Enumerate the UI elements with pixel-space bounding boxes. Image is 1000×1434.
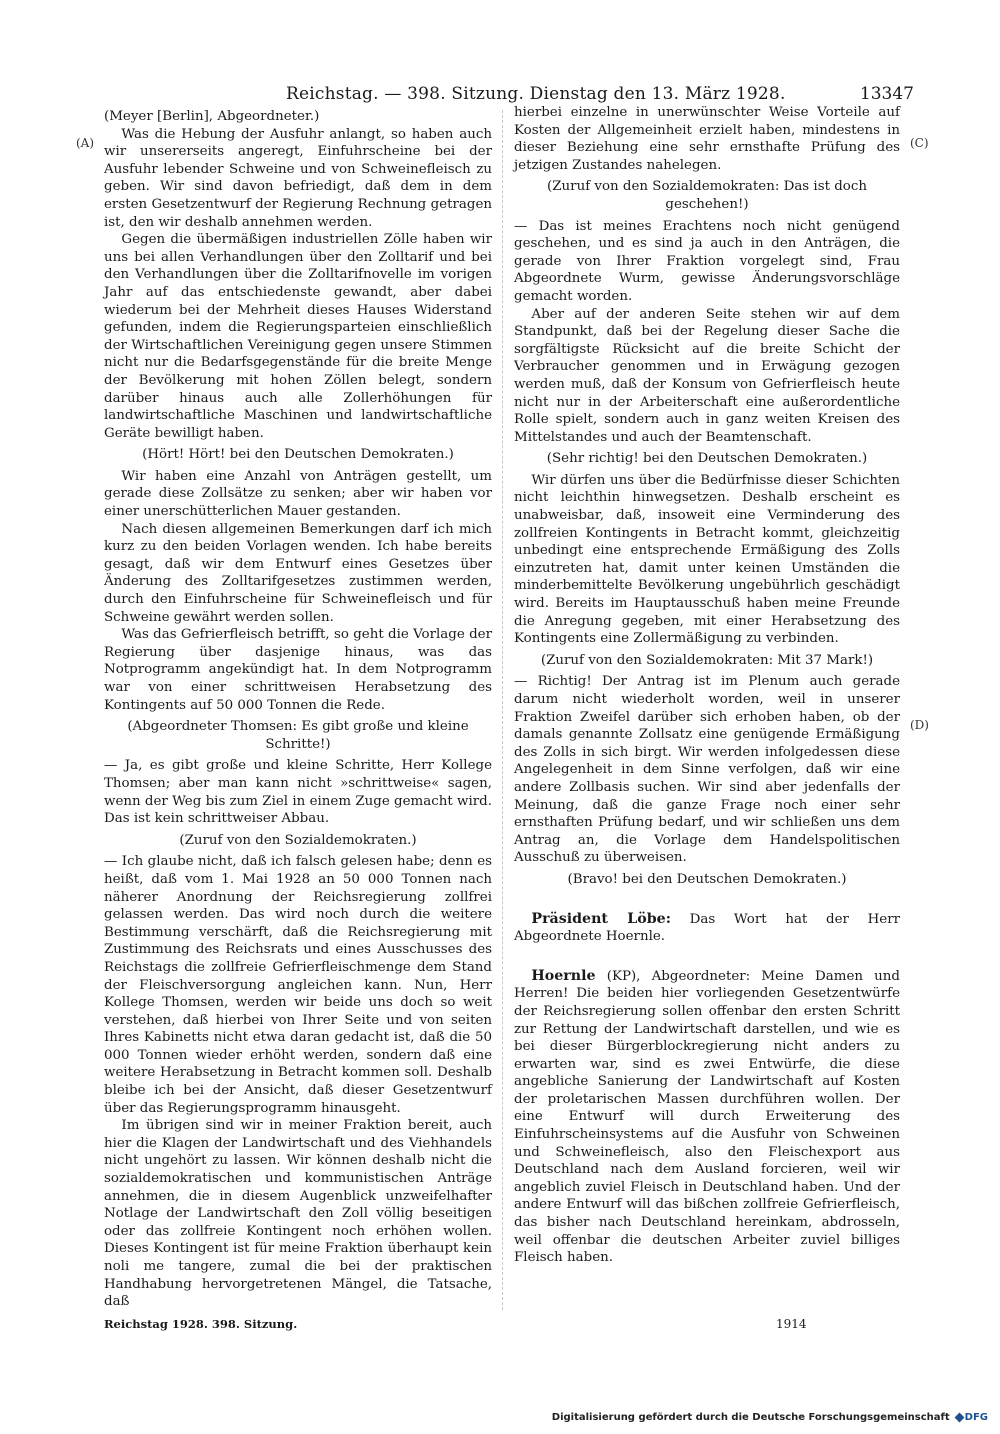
paragraph: — Ich glaube nicht, daß ich falsch gelesen habe; denn es heißt, daß vom 1. Mai 1928 an 50 000 Tonnen nach näherer Anordnung der Reichsregierung zollfrei gelassen werden. Das wird noch durch die weitere Bestimmung verschärft, daß die Reichsregierung mit Zustimmung des Reichsrats und eines Ausschusses des Reichstags die zollfreie Gefrierfleischmenge dem Stand der Fleischversorgung angleichen kann. Nun, Herr Kollege Thomsen, werden wir beide uns doch so weit verstehen, daß hierbei von Ihrer Seite und von seiten Ihres Kabinetts nicht etwa daran gedacht ist, daß die 50 000 Tonnen wieder erhöht werden, sondern daß eine weitere Herabsetzung in Betracht kommen soll. Deshalb bleibe ich bei der Ansicht, daß dieser Gesetzentwurf über das Regierungsprogramm hinausgeht. [104, 854, 492, 1116]
credit-text: Digitalisierung gefördert durch die Deutsche Forschungsgemeinschaft [551, 1412, 950, 1423]
interjection: (Zuruf von den Sozialdemokraten: Mit 37 Mark!) [540, 652, 874, 668]
speaker-continuation-head: (Meyer [Berlin], Abgeordneter.) [104, 109, 320, 124]
interjection: (Bravo! bei den Deutschen Demokraten.) [567, 871, 847, 887]
paragraph: — Das ist meines Erachtens noch nicht genügend geschehen, und es sind ja auch in den Anträgen, die gerade von Ihrer Fraktion vorgelegt sind, Frau Abgeordnete Wurm, gewisse Änderungsvorschläge gemacht worden. [514, 218, 900, 304]
president-name: Präsident Löbe: [531, 910, 671, 927]
interjection: (Zuruf von den Sozialdemokraten: Das ist doch geschehen!) [547, 179, 867, 212]
page-number: 13347 [859, 84, 914, 104]
footer-number: 1914 [776, 1317, 807, 1331]
header-title: Reichstag. — 398. Sitzung. Dienstag den 13. März 1928. [286, 84, 786, 104]
interjection: (Sehr richtig! bei den Deutschen Demokraten.) [546, 451, 868, 467]
paragraph: — Richtig! Der Antrag ist im Plenum auch gerade darum nicht wiederholt worden, weil in unserer Fraktion Zweifel darüber sich erhoben haben, ob der damals genannte Zollsatz eine genügende Ermäßigung des Zolls in sich birgt. Wir werden infolgedessen diese Angelegenheit in dem Sinne verfolgen, daß wir eine andere Zollbasis suchen. Wir sind aber jedenfalls der Meinung, daß die ganze Frage noch einer sehr ernsthaften Prüfung bedarf, und wir schließen uns dem Antrag an, die Vorlage dem Handelspolitischen Ausschuß zu überweisen. [514, 674, 900, 866]
paragraph: Was das Gefrierfleisch betrifft, so geht die Vorlage der Regierung über dasjenige hinaus, was das Notprogramm angekündigt hat. In dem Notprogramm war von einer schrittweisen Herabsetzung des Kontingents auf 50 000 Tonnen die Rede. [104, 627, 492, 713]
speaker-name: Hoernle [531, 967, 596, 984]
president-text: Das Wort hat der Herr Abgeordnete Hoernle. [514, 911, 900, 945]
paragraph: Im übrigen sind wir in meiner Fraktion bereit, auch hier die Klagen der Landwirtschaft und des Viehhandels nicht ungehört zu lassen. Wir können deshalb nicht die sozialdemokratischen und kommunistischen Anträge annehmen, die in diesem Augenblick unzweifelhafter Notlage der Landwirtschaft den Zoll völlig beseitigen oder das zollfreie Kontingent noch erhöhen wollen. Dieses Kontingent ist für meine Fraktion überhaupt kein noli me tangere, zumal die bei der praktischen Handhabung hervorgetretenen Mängel, die Tatsache, daß [104, 1118, 492, 1310]
left-column [104, 104, 492, 1311]
interjection: (Abgeordneter Thomsen: Es gibt große und kleine Schritte!) [127, 719, 469, 752]
speaker-party: (KP), Abgeordneter: [606, 968, 751, 984]
right-column [514, 104, 900, 1267]
paragraph: — Ja, es gibt große und kleine Schritte, Herr Kollege Thomsen; aber man kann nicht »schrittweise« sagen, wenn der Weg bis zum Ziel in einem Zuge gemacht wird. Das ist kein schrittweiser Abbau. [104, 758, 492, 827]
speech-start [514, 968, 900, 1267]
dfg-logo-icon [956, 1412, 988, 1423]
interjection: (Hört! Hört! bei den Deutschen Demokraten.) [142, 447, 454, 463]
paragraph: Gegen die übermäßigen industriellen Zölle haben wir uns bei allen Verhandlungen über den Zolltarif und bei den Verhandlungen über die Zolltarifnovelle im vorigen Jahr auf das entschiedenste gewandt, aber dabei wiederum bei der Mehrheit dieses Hauses Widerstand gefunden, indem die Regierungsparteien einschließlich der Wirtschaftlichen Vereinigung gegen unsere Stimmen nicht nur die Bedarfsgegenstände für die breite Menge der Bevölkerung mit hohen Zöllen belegt, sondern darüber hinaus auch alle Zollerhöhungen für landwirtschaftliche Maschinen und landwirtschaftliche Geräte bewilligt haben. [104, 232, 492, 441]
paragraph: Aber auf der anderen Seite stehen wir auf dem Standpunkt, daß bei der Regelung dieser Sache die sorgfältigste Rücksicht auf die breite Schicht der Verbraucher genommen und in Erwägung gezogen werden muß, daß der Konsum von Gefrierfleisch heute nicht nur in der Arbeiterschaft eine außerordentliche Rolle spielt, sondern auch in ganz weiten Kreisen des Mittelstandes und auch der Beamtenschaft. [514, 306, 900, 445]
margin-mark-a: (A) [76, 136, 95, 150]
paragraph: Was die Hebung der Ausfuhr anlangt, so haben auch wir unsererseits angeregt, Einfuhrscheine bei der Ausfuhr lebender Schweine und von Schweinefleisch zu geben. Wir sind davon befriedigt, daß dem in dem ersten Gesetzentwurf der Regierung Rechnung getragen ist, den wir deshalb annehmen werden. [104, 126, 492, 230]
margin-mark-d: (D) [910, 718, 929, 732]
margin-mark-c: (C) [910, 136, 929, 150]
dfg-logo-text: DFG [964, 1412, 988, 1423]
dfg-credit [552, 1412, 988, 1423]
speech-text: Meine Damen und Herren! Die beiden hier vorliegenden Gesetzentwürfe der Reichsregierung sollen offenbar den ersten Schritt zur Rettung der Landwirtschaft darstellen, und wie es bei dieser Bürgerblockregierung nicht anders zu erwarten war, sind es zwei Entwürfe, die diese angebliche Sanierung der Landwirtschaft auf Kosten der proletarischen Massen durchführen wollen. Der eine Entwurf will durch Erweiterung des Einfuhrscheinsystems auf die Ausfuhr von Schweinen und Schweinefleisch, also den Fleischexport aus Deutschland nach dem Ausland forcieren, weil wir angeblich zuviel Fleisch in Deutschland haben. Und der andere Entwurf will das bißchen zollfreie Gefrierfleisch, das bisher nach Deutschland hereinkam, abdrosseln, weil offenbar die deutschen Arbeiter zuviel billiges Fleisch haben. [514, 968, 901, 1266]
paragraph: Wir dürfen uns über die Bedürfnisse dieser Schichten nicht leichthin hinwegsetzen. Deshalb erscheint es unabweisbar, daß, insoweit eine Verminderung des zollfreien Kontingents in Betracht kommt, gleichzeitig unbedingt eine entsprechende Ermäßigung des Zolls einzutreten hat, damit unter keinen Umständen die minderbemittelte Bevölkerung ungebührlich geschädigt wird. Bereits im Hauptausschuß haben meine Freunde die Anregung gegeben, mit einer Herabsetzung des Kontingents eine Zollermäßigung zu verbinden. [514, 472, 900, 647]
column-divider [502, 110, 503, 1310]
paragraph: Wir haben eine Anzahl von Anträgen gestellt, um gerade diese Zollsätze zu senken; aber wir haben vor einer unerschütterlichen Mauer gestanden. [104, 468, 492, 520]
paragraph: hierbei einzelne in unerwünschter Weise Vorteile auf Kosten der Allgemeinheit erzielt haben, mindestens in dieser Beziehung eine sehr ernsthafte Prüfung des jetzigen Zustandes nahelegen. [514, 105, 900, 173]
footer-session: Reichstag 1928. 398. Sitzung. [104, 1317, 298, 1331]
paragraph: Nach diesen allgemeinen Bemerkungen darf ich mich kurz zu den beiden Vorlagen wenden. Ich habe bereits gesagt, daß wir dem Entwurf eines Gesetzes über Änderung des Zolltarifgesetzes zustimmen werden, durch den Einfuhrscheine für Schweinefleisch und für Schweine gewährt werden sollen. [104, 521, 492, 625]
interjection: (Zuruf von den Sozialdemokraten.) [179, 832, 417, 848]
president-statement [514, 911, 900, 946]
